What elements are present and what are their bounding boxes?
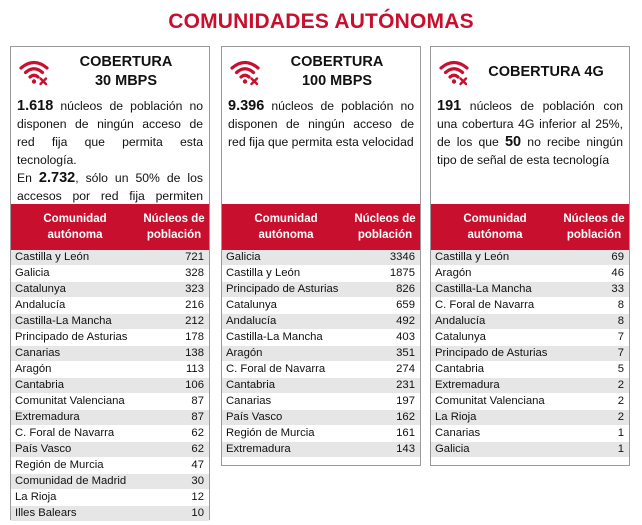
population-count: 8	[559, 298, 629, 314]
table-row	[11, 282, 209, 298]
table-row	[222, 426, 420, 442]
table-row	[222, 410, 420, 426]
community-name: País Vasco	[222, 410, 350, 426]
population-count: 69	[559, 250, 629, 266]
community-name: Región de Murcia	[11, 458, 139, 474]
community-name: Castilla y León	[431, 250, 559, 266]
community-name: Cantabria	[431, 362, 559, 378]
population-count: 197	[350, 394, 420, 410]
population-count: 62	[139, 442, 209, 458]
population-count: 10	[139, 506, 209, 522]
population-count: 87	[139, 410, 209, 426]
wifi-off-icon	[230, 57, 260, 87]
table-row	[11, 458, 209, 474]
table-row	[431, 362, 629, 378]
table-row	[222, 346, 420, 362]
table-row	[222, 330, 420, 346]
community-name: Illes Balears	[11, 506, 139, 522]
panel-title-line1: COBERTURA 4G	[488, 63, 604, 80]
description-text: , sólo un 50% de los accesos por red fija permiten	[17, 171, 203, 203]
community-name: País Vasco	[11, 442, 139, 458]
table-row	[222, 250, 420, 266]
population-count: 492	[350, 314, 420, 330]
table-row	[431, 410, 629, 426]
population-count: 12	[139, 490, 209, 506]
population-count: 30	[139, 474, 209, 490]
data-table	[431, 204, 629, 458]
panel-header	[431, 47, 629, 97]
population-count: 5	[559, 362, 629, 378]
community-name: La Rioja	[11, 490, 139, 506]
community-name: Principado de Asturias	[11, 330, 139, 346]
population-count: 216	[139, 298, 209, 314]
table-row	[11, 410, 209, 426]
community-name: C. Foral de Navarra	[222, 362, 350, 378]
table-row	[11, 298, 209, 314]
community-name: Comunitat Valenciana	[11, 394, 139, 410]
table-row	[11, 330, 209, 346]
community-name: Castilla-La Mancha	[222, 330, 350, 346]
population-count: 323	[139, 282, 209, 298]
highlight-number: 1.618	[17, 98, 54, 114]
population-count: 2	[559, 378, 629, 394]
population-count: 212	[139, 314, 209, 330]
population-count: 46	[559, 266, 629, 282]
panel-description	[222, 97, 420, 204]
population-count: 3346	[350, 250, 420, 266]
population-count: 162	[350, 410, 420, 426]
community-name: La Rioja	[431, 410, 559, 426]
community-name: Aragón	[222, 346, 350, 362]
highlight-number: 50	[504, 134, 522, 150]
table-row	[11, 266, 209, 282]
community-name: Cantabria	[222, 378, 350, 394]
description-text: núcleos de población no disponen de ningún acceso de red fija que permita esta velocidad	[228, 99, 414, 149]
community-name: Catalunya	[11, 282, 139, 298]
table-row	[431, 250, 629, 266]
table-row	[11, 362, 209, 378]
panel-header	[222, 47, 420, 97]
column-header-community: Comunidad autónoma	[11, 204, 139, 250]
panel-30mbps	[10, 46, 210, 520]
table-row	[431, 442, 629, 458]
community-name: Comunitat Valenciana	[431, 394, 559, 410]
column-header-community: Comunidad autónoma	[431, 204, 559, 250]
panel-title	[260, 53, 414, 91]
table-row	[11, 250, 209, 266]
table-row	[222, 266, 420, 282]
population-count: 231	[350, 378, 420, 394]
community-name: Galicia	[11, 266, 139, 282]
community-name: Galicia	[222, 250, 350, 266]
wifi-off-icon	[439, 57, 469, 87]
panel-header	[11, 47, 209, 97]
table-row	[222, 298, 420, 314]
community-name: Castilla-La Mancha	[431, 282, 559, 298]
community-name: Castilla y León	[11, 250, 139, 266]
panel-title	[469, 63, 623, 82]
column-header-count: Núcleos de población	[559, 204, 629, 250]
table-row	[431, 346, 629, 362]
population-count: 138	[139, 346, 209, 362]
table-row	[11, 490, 209, 506]
panel-description	[11, 97, 209, 204]
community-name: Principado de Asturias	[222, 282, 350, 298]
population-count: 1875	[350, 266, 420, 282]
community-name: Extremadura	[431, 378, 559, 394]
table-row	[222, 394, 420, 410]
highlight-number: 2.732	[38, 170, 76, 186]
table-row	[431, 298, 629, 314]
table-row	[431, 330, 629, 346]
population-count: 1	[559, 426, 629, 442]
table-row	[431, 314, 629, 330]
community-name: Principado de Asturias	[431, 346, 559, 362]
community-name: Castilla y León	[222, 266, 350, 282]
population-count: 274	[350, 362, 420, 378]
community-name: Aragón	[431, 266, 559, 282]
population-count: 1	[559, 442, 629, 458]
column-header-count: Núcleos de población	[139, 204, 209, 250]
population-count: 47	[139, 458, 209, 474]
population-count: 7	[559, 346, 629, 362]
panel-100mbps	[221, 46, 421, 466]
data-table	[11, 204, 209, 522]
table-row	[11, 506, 209, 522]
data-table	[222, 204, 420, 458]
column-header-community: Comunidad autónoma	[222, 204, 350, 250]
population-count: 106	[139, 378, 209, 394]
panel-title	[49, 53, 203, 91]
population-count: 403	[350, 330, 420, 346]
community-name: Región de Murcia	[222, 426, 350, 442]
description-text: En	[17, 171, 39, 185]
community-name: Extremadura	[222, 442, 350, 458]
population-count: 826	[350, 282, 420, 298]
wifi-off-icon	[19, 57, 49, 87]
community-name: Canarias	[222, 394, 350, 410]
population-count: 328	[139, 266, 209, 282]
population-count: 721	[139, 250, 209, 266]
population-count: 2	[559, 410, 629, 426]
table-row	[431, 394, 629, 410]
panel-title-line2: 30 MBPS	[94, 73, 158, 89]
community-name: Andalucía	[222, 314, 350, 330]
community-name: Andalucía	[431, 314, 559, 330]
description-text: no recibe ningún tipo de señal de esta tecnología	[437, 135, 623, 167]
community-name: Andalucía	[11, 298, 139, 314]
community-name: Comunidad de Madrid	[11, 474, 139, 490]
community-name: Cantabria	[11, 378, 139, 394]
table-row	[11, 346, 209, 362]
population-count: 7	[559, 330, 629, 346]
population-count: 351	[350, 346, 420, 362]
community-name: Canarias	[11, 346, 139, 362]
population-count: 33	[559, 282, 629, 298]
table-row	[11, 394, 209, 410]
table-row	[222, 282, 420, 298]
column-header-count: Núcleos de población	[350, 204, 420, 250]
table-row	[431, 266, 629, 282]
table-row	[222, 362, 420, 378]
description-text: núcleos de población no disponen de ningún acceso de red fija que permita esta tecnología.	[17, 99, 203, 167]
panel-title-line1: COBERTURA	[79, 54, 173, 70]
table-row	[222, 442, 420, 458]
population-count: 2	[559, 394, 629, 410]
population-count: 178	[139, 330, 209, 346]
population-count: 143	[350, 442, 420, 458]
panel-4g	[430, 46, 630, 466]
population-count: 113	[139, 362, 209, 378]
community-name: C. Foral de Navarra	[11, 426, 139, 442]
population-count: 8	[559, 314, 629, 330]
highlight-number: 9.396	[228, 98, 265, 114]
highlight-number: 191	[437, 98, 462, 114]
community-name: Aragón	[11, 362, 139, 378]
table-row	[222, 378, 420, 394]
table-row	[11, 442, 209, 458]
population-count: 161	[350, 426, 420, 442]
community-name: Catalunya	[222, 298, 350, 314]
community-name: Castilla-La Mancha	[11, 314, 139, 330]
community-name: Galicia	[431, 442, 559, 458]
panel-description	[431, 97, 629, 204]
table-row	[431, 282, 629, 298]
table-row	[222, 314, 420, 330]
population-count: 87	[139, 394, 209, 410]
table-row	[431, 426, 629, 442]
panel-title-line1: COBERTURA	[290, 54, 384, 70]
panel-title-line2: 100 MBPS	[301, 73, 373, 89]
description-text: núcleos de población con una cobertura 4G inferior al 25%, de los que	[437, 99, 623, 149]
table-row	[431, 378, 629, 394]
population-count: 659	[350, 298, 420, 314]
community-name: C. Foral de Navarra	[431, 298, 559, 314]
community-name: Canarias	[431, 426, 559, 442]
table-row	[11, 426, 209, 442]
community-name: Extremadura	[11, 410, 139, 426]
population-count: 62	[139, 426, 209, 442]
page-title: COMUNIDADES AUTÓNOMAS	[168, 10, 474, 33]
table-row	[11, 314, 209, 330]
table-row	[11, 474, 209, 490]
community-name: Catalunya	[431, 330, 559, 346]
table-row	[11, 378, 209, 394]
